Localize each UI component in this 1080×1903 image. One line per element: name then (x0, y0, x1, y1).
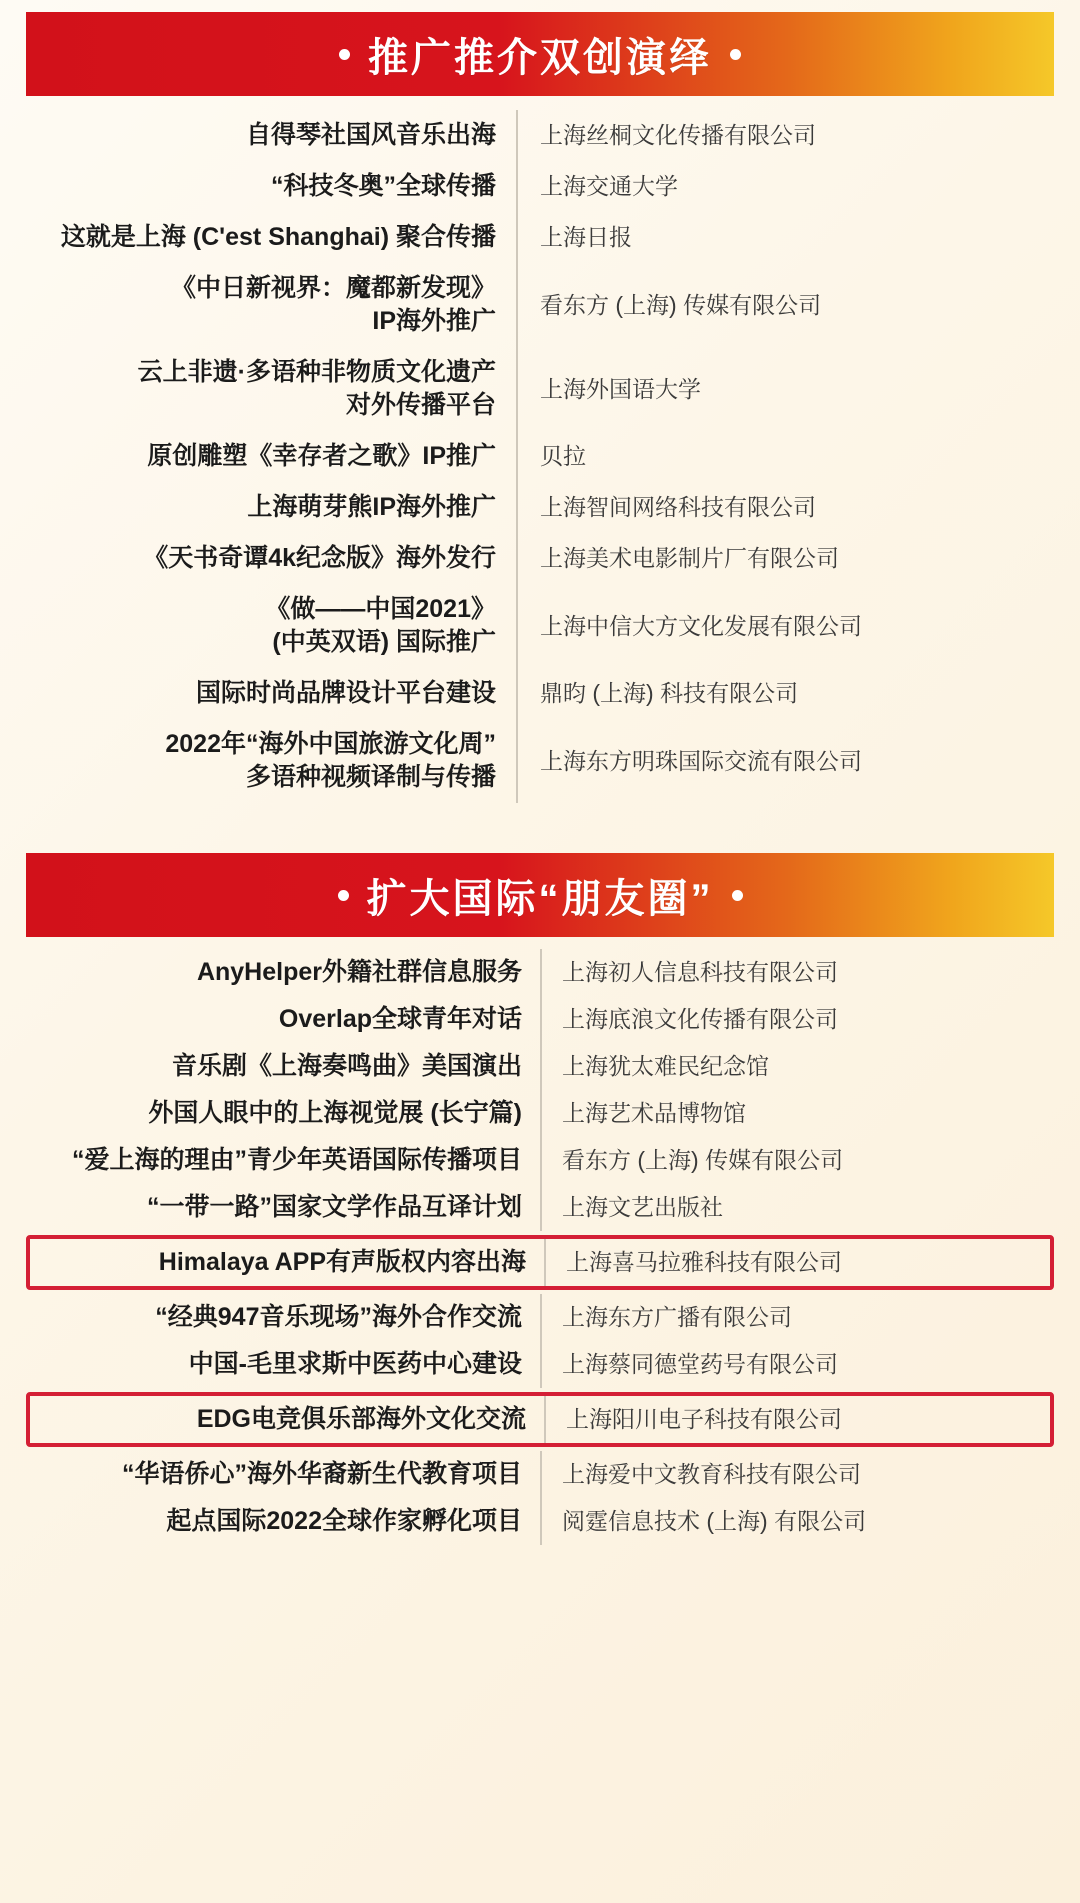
project-line: 自得琴社国风音乐出海 (245, 121, 496, 149)
organization-name: 上海文艺出版社 (540, 1184, 1054, 1231)
project-line: “一带一路”国家文学作品互译计划 (146, 1193, 522, 1221)
organization-name: 上海美术电影制片厂有限公司 (516, 533, 1054, 584)
bullet-dot-icon (339, 49, 350, 60)
section-banner (26, 853, 1054, 937)
organization-name: 上海东方广播有限公司 (540, 1294, 1054, 1341)
project-name (26, 1498, 540, 1545)
project-table (26, 96, 1054, 813)
table-row (26, 1043, 1054, 1090)
project-line: 起点国际2022全球作家孵化项目 (166, 1507, 522, 1535)
table-row (26, 949, 1054, 996)
section-title: 扩大国际“朋友圈” (366, 876, 714, 921)
organization-name: 上海喜马拉雅科技有限公司 (544, 1239, 1050, 1286)
table-row (26, 1294, 1054, 1341)
table-row (26, 110, 1054, 161)
project-line: “科技冬奥”全球传播 (270, 172, 496, 200)
organization-name: 上海底浪文化传播有限公司 (540, 996, 1054, 1043)
section-title: 推广推介双创演绎 (368, 35, 712, 80)
table-row-highlighted (26, 1235, 1054, 1290)
project-name (26, 1090, 540, 1137)
section-divider (26, 831, 1054, 853)
table-row (26, 719, 1054, 803)
project-line: 这就是上海 (C'est Shanghai) 聚合传播 (60, 223, 496, 251)
project-line: 《天书奇谭4k纪念版》海外发行 (143, 544, 496, 572)
project-name (26, 161, 516, 212)
organization-name: 贝拉 (516, 431, 1054, 482)
project-line: 多语种视频译制与传播 (245, 763, 496, 791)
project-name (26, 263, 516, 347)
table-row (26, 996, 1054, 1043)
organization-name: 阅霆信息技术 (上海) 有限公司 (540, 1498, 1054, 1545)
project-name (26, 347, 516, 431)
project-line: 上海萌芽熊IP海外推广 (247, 493, 496, 521)
project-name (26, 110, 516, 161)
project-name (26, 482, 516, 533)
table-row (26, 212, 1054, 263)
project-name (26, 1184, 540, 1231)
project-name (26, 431, 516, 482)
organization-name: 看东方 (上海) 传媒有限公司 (540, 1137, 1054, 1184)
project-line: 原创雕塑《幸存者之歌》IP推广 (147, 442, 496, 470)
project-line: 音乐剧《上海奏鸣曲》美国演出 (171, 1052, 522, 1080)
project-line: IP海外推广 (372, 307, 496, 335)
table-row (26, 1137, 1054, 1184)
table-row (26, 533, 1054, 584)
project-line: 云上非遗·多语种非物质文化遗产 (137, 358, 496, 386)
project-line: Overlap全球青年对话 (278, 1005, 522, 1033)
project-name (26, 1137, 540, 1184)
project-line: 《做——中国2021》 (265, 595, 496, 623)
organization-name: 上海爱中文教育科技有限公司 (540, 1451, 1054, 1498)
project-line: 《中日新视界：魔都新发现》 (170, 274, 496, 302)
table-row (26, 161, 1054, 212)
project-line: 中国-毛里求斯中医药中心建设 (188, 1350, 522, 1378)
table-row (26, 431, 1054, 482)
table-row (26, 584, 1054, 668)
organization-name: 上海蔡同德堂药号有限公司 (540, 1341, 1054, 1388)
organization-name: 鼎昀 (上海) 科技有限公司 (516, 668, 1054, 719)
table-row (26, 1090, 1054, 1137)
table-row (26, 1341, 1054, 1388)
project-line: “爱上海的理由”青少年英语国际传播项目 (71, 1146, 522, 1174)
project-line: “经典947音乐现场”海外合作交流 (155, 1303, 522, 1331)
project-name (26, 1294, 540, 1341)
project-name (26, 668, 516, 719)
project-name (26, 996, 540, 1043)
project-name (26, 949, 540, 996)
table-row (26, 482, 1054, 533)
organization-name: 上海智间网络科技有限公司 (516, 482, 1054, 533)
table-row (26, 1184, 1054, 1231)
project-name (26, 584, 516, 668)
table-row-highlighted (26, 1392, 1054, 1447)
project-line: (中英双语) 国际推广 (272, 628, 496, 656)
table-row (26, 263, 1054, 347)
project-line: 对外传播平台 (345, 391, 496, 419)
project-name (26, 212, 516, 263)
organization-name: 上海丝桐文化传播有限公司 (516, 110, 1054, 161)
organization-name: 上海犹太难民纪念馆 (540, 1043, 1054, 1090)
section-promotion (26, 12, 1054, 813)
organization-name: 上海交通大学 (516, 161, 1054, 212)
table-row (26, 347, 1054, 431)
organization-name: 看东方 (上海) 传媒有限公司 (516, 263, 1054, 347)
project-name (26, 1341, 540, 1388)
project-name (26, 1451, 540, 1498)
project-name (30, 1396, 544, 1443)
organization-name: 上海外国语大学 (516, 347, 1054, 431)
project-line: EDG电竞俱乐部海外文化交流 (196, 1405, 526, 1433)
organization-name: 上海日报 (516, 212, 1054, 263)
project-name (26, 1043, 540, 1090)
project-name (26, 719, 516, 803)
organization-name: 上海东方明珠国际交流有限公司 (516, 719, 1054, 803)
banner-inner (338, 867, 743, 924)
table-row (26, 668, 1054, 719)
bullet-dot-icon (730, 49, 741, 60)
table-row (26, 1451, 1054, 1498)
project-line: 外国人眼中的上海视觉展 (长宁篇) (148, 1099, 522, 1127)
project-line: 国际时尚品牌设计平台建设 (195, 679, 496, 707)
organization-name: 上海阳川电子科技有限公司 (544, 1396, 1050, 1443)
organization-name: 上海艺术品博物馆 (540, 1090, 1054, 1137)
organization-name: 上海初人信息科技有限公司 (540, 949, 1054, 996)
banner-inner (339, 26, 741, 83)
section-international-circle (26, 853, 1054, 1555)
project-line: 2022年“海外中国旅游文化周” (165, 730, 496, 758)
project-name (30, 1239, 544, 1286)
project-line: AnyHelper外籍社群信息服务 (196, 958, 522, 986)
organization-name: 上海中信大方文化发展有限公司 (516, 584, 1054, 668)
section-banner (26, 12, 1054, 96)
bullet-dot-icon (732, 890, 743, 901)
project-table (26, 937, 1054, 1555)
project-name (26, 533, 516, 584)
project-line: Himalaya APP有声版权内容出海 (158, 1248, 526, 1276)
project-line: “华语侨心”海外华裔新生代教育项目 (121, 1460, 522, 1488)
table-row (26, 1498, 1054, 1545)
bullet-dot-icon (338, 890, 349, 901)
